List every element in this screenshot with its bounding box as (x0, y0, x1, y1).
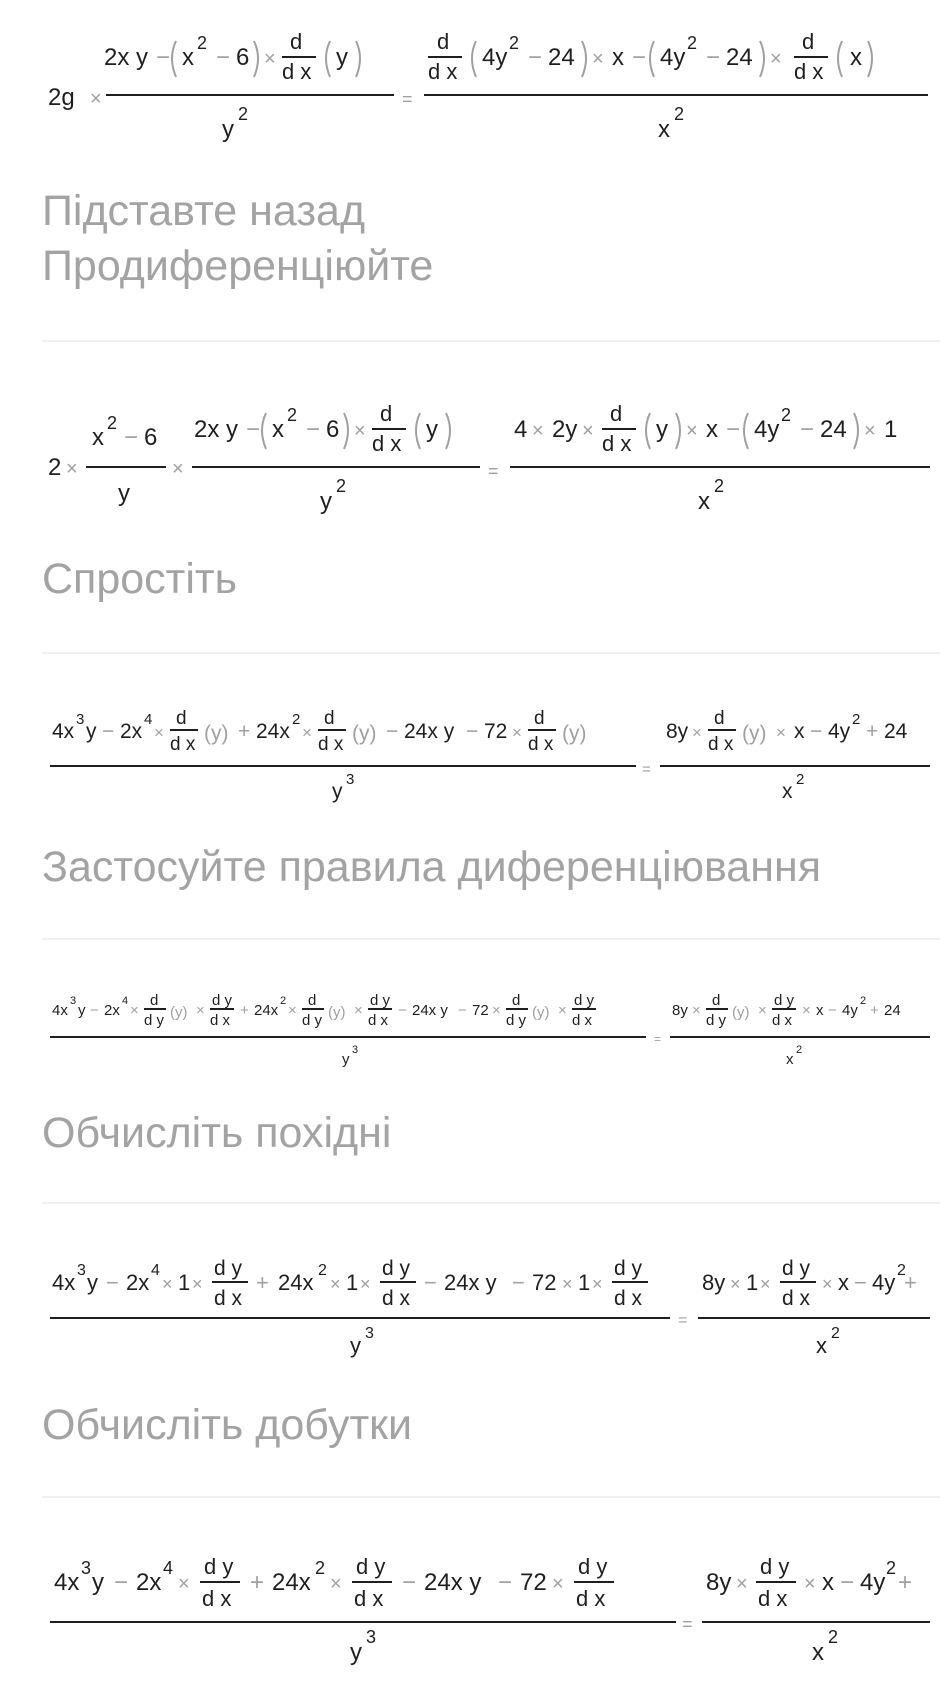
svg-text:−: − (466, 720, 479, 743)
svg-text:×: × (776, 723, 786, 742)
svg-text:2: 2 (897, 1262, 906, 1279)
svg-text:y: y (78, 1002, 86, 1019)
svg-text:4x: 4x (52, 1002, 68, 1019)
svg-text:8y: 8y (702, 1270, 726, 1295)
equation-graphic (42, 1245, 932, 1360)
svg-text:x: x (698, 488, 710, 515)
svg-text:2: 2 (828, 1627, 839, 1647)
svg-text:2x: 2x (104, 1002, 120, 1019)
svg-text:d x: d x (372, 431, 402, 456)
svg-text:x: x (794, 720, 805, 743)
svg-text:d x: d x (382, 1287, 411, 1310)
svg-text:=: = (402, 89, 413, 109)
svg-text:×: × (196, 1002, 205, 1019)
svg-text:+: + (898, 1569, 913, 1596)
svg-text:8y: 8y (666, 720, 689, 743)
equation-graphic (42, 1538, 932, 1668)
svg-text:d: d (712, 992, 721, 1009)
svg-text:x: x (706, 416, 718, 443)
svg-text:x: x (838, 1270, 849, 1295)
svg-text:d x: d x (708, 734, 734, 755)
svg-text:d y: d y (382, 1257, 411, 1280)
svg-text:2: 2 (852, 711, 861, 728)
svg-text:(y): (y) (562, 722, 587, 745)
svg-text:−: − (800, 416, 815, 443)
svg-text:2x y: 2x y (104, 44, 149, 71)
svg-text:×: × (354, 420, 366, 442)
svg-text:d y: d y (144, 1012, 165, 1029)
svg-text:d x: d x (210, 1012, 231, 1029)
svg-text:2: 2 (714, 476, 725, 496)
svg-text:4x: 4x (54, 1569, 80, 1596)
equation-graphic (42, 700, 932, 815)
svg-text:24x y: 24x y (444, 1270, 497, 1295)
svg-text:2: 2 (796, 771, 805, 788)
svg-text:d: d (150, 992, 159, 1009)
svg-text:4: 4 (163, 1558, 174, 1578)
svg-text:−: − (512, 1270, 525, 1295)
svg-text:(y): (y) (732, 1004, 750, 1021)
svg-text:d: d (308, 992, 317, 1009)
svg-text:d x: d x (602, 431, 632, 456)
svg-text:×: × (330, 1274, 341, 1294)
svg-text:x: x (786, 1051, 794, 1068)
svg-text:d y: d y (204, 1554, 234, 1579)
svg-text:(y): (y) (742, 722, 767, 745)
svg-text:d: d (714, 708, 725, 729)
equation-graphic (42, 25, 932, 155)
svg-text:4y: 4y (872, 1270, 896, 1295)
svg-text:y: y (87, 1270, 98, 1295)
svg-text:×: × (178, 1573, 190, 1595)
svg-text:2x y: 2x y (194, 416, 239, 443)
svg-text:2: 2 (280, 995, 287, 1007)
svg-text:−: − (216, 44, 231, 71)
svg-text:2: 2 (287, 405, 298, 425)
svg-text:d y: d y (302, 1012, 323, 1029)
svg-text:8y: 8y (706, 1569, 732, 1596)
svg-text:d x: d x (428, 59, 458, 84)
svg-text:d y: d y (506, 1012, 527, 1029)
svg-text:×: × (582, 420, 594, 442)
svg-text:72: 72 (532, 1270, 557, 1295)
svg-text:d y: d y (212, 992, 233, 1009)
equation-step-6 (42, 1538, 932, 1668)
svg-text:2: 2 (48, 454, 62, 481)
svg-text:−: − (726, 416, 741, 443)
svg-text:−: − (706, 44, 721, 71)
svg-text:x: x (182, 44, 194, 71)
svg-text:2: 2 (336, 476, 347, 496)
svg-text:d x: d x (572, 1012, 593, 1029)
svg-text:×: × (822, 1274, 833, 1294)
svg-text:2: 2 (831, 1325, 840, 1342)
svg-text:y: y (92, 1569, 104, 1596)
svg-text:24: 24 (548, 44, 575, 71)
svg-text:d y: d y (706, 1012, 727, 1029)
svg-text:x: x (816, 1333, 827, 1358)
svg-text:3: 3 (346, 771, 355, 788)
svg-text:y: y (342, 1051, 350, 1068)
svg-text:d x: d x (614, 1287, 643, 1310)
svg-text:24x: 24x (254, 1002, 279, 1019)
svg-text:3: 3 (352, 1044, 359, 1056)
svg-text:d x: d x (794, 59, 824, 84)
svg-text:4y: 4y (860, 1569, 886, 1596)
svg-text:−: − (840, 1569, 855, 1596)
svg-text:6: 6 (236, 44, 250, 71)
svg-text:y: y (222, 116, 234, 143)
svg-text:24x y: 24x y (412, 1002, 448, 1019)
svg-text:=: = (642, 761, 651, 778)
svg-text:1: 1 (346, 1270, 359, 1295)
svg-text:+: + (870, 1002, 879, 1019)
equation-step-1 (42, 25, 932, 155)
svg-text:2x: 2x (136, 1569, 162, 1596)
svg-text:x: x (92, 424, 104, 451)
svg-text:1: 1 (884, 416, 898, 443)
svg-text:d: d (176, 708, 187, 729)
svg-text:d x: d x (576, 1586, 606, 1611)
svg-text:×: × (330, 1573, 342, 1595)
svg-text:y: y (320, 488, 332, 515)
step-2-label: Спростіть (42, 555, 238, 603)
svg-text:y: y (336, 44, 348, 71)
svg-text:(y): (y) (328, 1004, 346, 1021)
svg-text:×: × (354, 1002, 363, 1019)
svg-text:24x: 24x (272, 1569, 311, 1596)
svg-text:−: − (90, 1002, 99, 1019)
svg-text:−: − (106, 1270, 119, 1295)
step-4-label: Обчисліть похідні (42, 1109, 392, 1157)
svg-text:=: = (678, 1312, 688, 1329)
svg-text:×: × (302, 723, 312, 742)
svg-text:x: x (816, 1002, 824, 1019)
svg-text:d x: d x (782, 1287, 811, 1310)
svg-text:4x: 4x (52, 720, 75, 743)
svg-text:−: − (810, 720, 823, 743)
svg-text:6: 6 (144, 424, 158, 451)
svg-text:×: × (736, 1573, 748, 1595)
svg-text:d x: d x (368, 1012, 389, 1029)
svg-text:×: × (686, 420, 698, 442)
svg-text:4x: 4x (52, 1270, 76, 1295)
svg-text:×: × (162, 1274, 173, 1294)
svg-text:+: + (250, 1569, 265, 1596)
svg-text:4y: 4y (482, 44, 508, 71)
svg-text:×: × (770, 48, 782, 70)
svg-text:−: − (458, 1002, 467, 1019)
svg-text:2: 2 (292, 711, 301, 728)
svg-text:x: x (782, 780, 793, 803)
svg-text:−: − (102, 720, 115, 743)
svg-text:3: 3 (81, 1558, 92, 1578)
svg-text:4: 4 (144, 711, 153, 728)
svg-text:×: × (558, 1002, 567, 1019)
svg-text:×: × (802, 1002, 811, 1019)
svg-text:×: × (692, 723, 702, 742)
svg-text:×: × (864, 420, 876, 442)
svg-text:2: 2 (674, 104, 685, 124)
svg-text:d x: d x (202, 1586, 232, 1611)
svg-text:d y: d y (614, 1257, 643, 1280)
svg-text:3: 3 (366, 1627, 377, 1647)
svg-text:d: d (534, 708, 545, 729)
divider (42, 1202, 940, 1204)
svg-text:=: = (682, 1614, 693, 1634)
equation-step-5 (42, 1245, 932, 1360)
svg-text:1: 1 (746, 1270, 759, 1295)
svg-text:d y: d y (356, 1554, 386, 1579)
svg-text:y: y (350, 1639, 362, 1666)
svg-text:−: − (528, 44, 543, 71)
svg-text:d x: d x (282, 59, 312, 84)
svg-text:d y: d y (760, 1554, 790, 1579)
svg-text:4: 4 (122, 995, 129, 1007)
svg-text:−: − (632, 44, 647, 71)
svg-text:+: + (256, 1270, 269, 1295)
svg-text:×: × (692, 1002, 701, 1019)
svg-text:−: − (854, 1270, 867, 1295)
svg-text:×: × (288, 1002, 297, 1019)
svg-text:+: + (238, 720, 251, 743)
svg-text:×: × (760, 1274, 771, 1294)
svg-text:−: − (156, 44, 171, 71)
svg-text:−: − (498, 1569, 513, 1596)
divider (42, 340, 940, 342)
svg-text:2: 2 (687, 33, 698, 53)
svg-text:4y: 4y (828, 720, 851, 743)
svg-text:y: y (350, 1333, 361, 1358)
svg-text:4y: 4y (754, 416, 780, 443)
svg-text:×: × (360, 1274, 371, 1294)
svg-text:3: 3 (365, 1325, 374, 1342)
divider (42, 1496, 940, 1498)
svg-text:2: 2 (509, 33, 520, 53)
svg-text:2: 2 (796, 1044, 803, 1056)
svg-text:72: 72 (484, 720, 508, 743)
svg-text:24: 24 (726, 44, 753, 71)
equation-step-4 (42, 980, 932, 1080)
svg-text:×: × (264, 48, 276, 70)
svg-text:+: + (904, 1270, 917, 1295)
svg-text:d y: d y (578, 1554, 608, 1579)
svg-text:(y): (y) (204, 722, 229, 745)
svg-text:×: × (592, 1274, 603, 1294)
svg-text:d x: d x (170, 734, 196, 755)
svg-text:1: 1 (178, 1270, 191, 1295)
svg-text:d: d (290, 29, 303, 54)
svg-text:2y: 2y (552, 416, 578, 443)
svg-text:3: 3 (77, 1262, 86, 1279)
svg-text:d: d (802, 29, 815, 54)
svg-text:4y: 4y (660, 44, 686, 71)
svg-text:×: × (154, 723, 164, 742)
svg-text:−: − (124, 424, 139, 451)
svg-text:×: × (512, 723, 522, 742)
svg-text:−: − (424, 1270, 437, 1295)
svg-text:−: − (114, 1569, 129, 1596)
svg-text:+: + (866, 720, 879, 743)
svg-text:24: 24 (884, 720, 908, 743)
step-5-label: Обчисліть добутки (42, 1401, 412, 1449)
svg-text:d x: d x (772, 1012, 793, 1029)
svg-text:×: × (532, 420, 544, 442)
svg-text:72: 72 (472, 1002, 489, 1019)
svg-text:1: 1 (578, 1270, 591, 1295)
svg-text:2: 2 (781, 405, 792, 425)
svg-text:2: 2 (886, 1558, 897, 1578)
svg-text:×: × (730, 1274, 741, 1294)
step-3-label: Застосуйте правила диференціювання (42, 843, 821, 891)
svg-text:d y: d y (574, 992, 595, 1009)
equation-step-2 (42, 385, 932, 515)
svg-text:8y: 8y (672, 1002, 688, 1019)
svg-text:4y: 4y (842, 1002, 858, 1019)
svg-text:2: 2 (107, 413, 118, 433)
svg-text:×: × (66, 458, 78, 480)
svg-text:24x: 24x (278, 1270, 314, 1295)
svg-text:d x: d x (528, 734, 554, 755)
svg-text:x: x (812, 1639, 824, 1666)
svg-text:x: x (612, 44, 624, 71)
svg-text:d y: d y (782, 1257, 811, 1280)
svg-text:d x: d x (214, 1287, 243, 1310)
svg-text:−: − (246, 416, 261, 443)
svg-text:(y): (y) (170, 1004, 188, 1021)
svg-text:3: 3 (76, 711, 85, 728)
svg-text:d: d (512, 992, 521, 1009)
svg-text:×: × (804, 1573, 816, 1595)
svg-text:x: x (822, 1569, 834, 1596)
svg-text:2: 2 (197, 33, 208, 53)
svg-text:(y): (y) (352, 722, 377, 745)
svg-text:d y: d y (370, 992, 391, 1009)
svg-text:×: × (492, 1002, 501, 1019)
svg-text:d: d (610, 401, 623, 426)
svg-text:(y): (y) (532, 1004, 550, 1021)
svg-text:−: − (398, 1002, 407, 1019)
svg-text:y: y (656, 416, 668, 443)
equation-graphic (42, 385, 932, 515)
svg-text:2x: 2x (126, 1270, 150, 1295)
svg-text:4: 4 (514, 416, 528, 443)
svg-text:−: − (402, 1569, 417, 1596)
step-1-label: Підставте назад Продиференціюйте (42, 187, 434, 290)
svg-text:+: + (240, 1002, 249, 1019)
svg-text:d y: d y (214, 1257, 243, 1280)
svg-text:x: x (658, 116, 670, 143)
svg-text:=: = (654, 1032, 662, 1046)
svg-text:2g: 2g (48, 84, 75, 111)
svg-text:24x y: 24x y (404, 720, 455, 743)
equation-graphic (42, 980, 932, 1080)
svg-text:−: − (306, 416, 321, 443)
svg-text:−: − (828, 1002, 837, 1019)
svg-text:×: × (562, 1274, 573, 1294)
svg-text:×: × (90, 88, 102, 110)
svg-text:d x: d x (354, 1586, 384, 1611)
svg-text:24x y: 24x y (424, 1569, 482, 1596)
svg-text:3: 3 (70, 995, 77, 1007)
svg-text:−: − (386, 720, 399, 743)
svg-text:y: y (426, 416, 438, 443)
svg-text:x: x (272, 416, 284, 443)
svg-text:24: 24 (884, 1002, 901, 1019)
svg-text:d x: d x (758, 1586, 788, 1611)
svg-text:24: 24 (820, 416, 847, 443)
svg-text:d: d (437, 29, 450, 54)
divider (42, 652, 940, 654)
svg-text:y: y (332, 780, 343, 803)
svg-text:d y: d y (774, 992, 795, 1009)
svg-text:24x: 24x (256, 720, 290, 743)
svg-text:x: x (850, 44, 862, 71)
svg-text:×: × (592, 48, 604, 70)
svg-text:d: d (380, 401, 393, 426)
svg-text:72: 72 (520, 1569, 547, 1596)
svg-text:6: 6 (326, 416, 340, 443)
svg-text:×: × (758, 1002, 767, 1019)
svg-text:4: 4 (151, 1262, 160, 1279)
svg-text:2: 2 (238, 104, 249, 124)
svg-text:2: 2 (860, 995, 867, 1007)
svg-text:y: y (86, 720, 97, 743)
svg-text:2x: 2x (120, 720, 143, 743)
svg-text:2: 2 (318, 1262, 327, 1279)
svg-text:=: = (488, 461, 499, 481)
svg-text:×: × (130, 1002, 139, 1019)
equation-step-3 (42, 700, 932, 815)
svg-text:2: 2 (315, 1558, 326, 1578)
divider (42, 938, 940, 940)
svg-text:y: y (118, 480, 130, 507)
svg-text:d: d (324, 708, 335, 729)
svg-text:d x: d x (318, 734, 344, 755)
svg-text:×: × (172, 458, 184, 480)
svg-text:×: × (552, 1573, 564, 1595)
svg-text:×: × (192, 1274, 203, 1294)
